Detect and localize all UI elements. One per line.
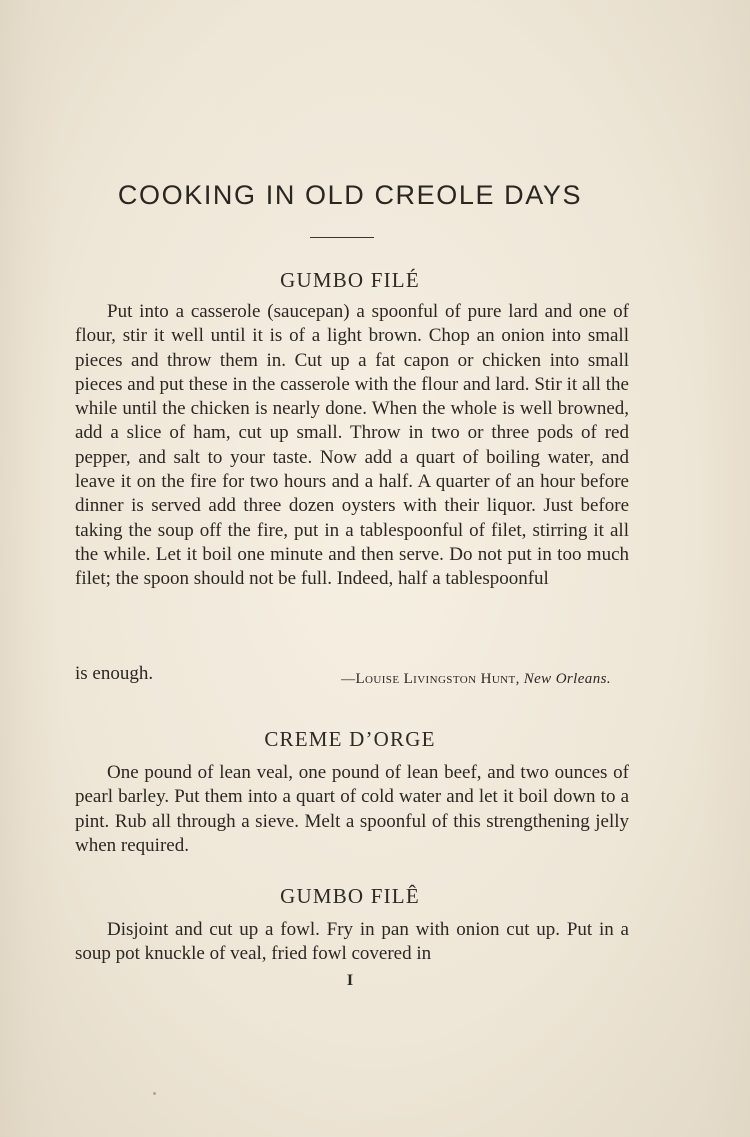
recipe-body-creme-dorge: One pound of lean veal, one pound of lean beef, and two ounces of pearl barley. Put them into a quart of cold water and let it boil down to a pint. Rub all through a sieve. Melt a spoonful of this strengthening jelly when required. <box>75 762 629 856</box>
attribution-place: New Orleans. <box>523 671 611 687</box>
recipe-body-gumbo-file-2: Disjoint and cut up a fowl. Fry in pan with onion cut up. Put in a soup pot knuckle of veal, fried fowl covered in <box>75 919 629 965</box>
recipe-heading-gumbo-file: GUMBO FILÉ <box>280 268 420 292</box>
recipe-attribution <box>341 671 611 688</box>
attribution-dash: — <box>341 672 356 687</box>
recipe-closing-text: is enough. <box>75 663 154 684</box>
recipe-body-gumbo-file: Put into a casserole (saucepan) a spoonful of pure lard and one of flour, stir it well until it is of a light brown. Chop an onion into small pieces and throw them in. Cut up a fat capon or chicken into small pieces and put these in the casserole with the flour and lard. Stir it all the while until the chicken is nearly done. When the whole is well browned, add a slice of ham, cut up small. Throw in two or three pods of red pepper, and salt to your taste. Now add a quart of boiling water, and leave it on the fire for two hours and a half. A quarter of an hour before dinner is served add three dozen oysters with their liquor. Just before taking the soup off the fire, put in a tablespoonful of filet, stirring it all the while. Let it boil one minute and then serve. Do not put in too much filet; the spoon should not be full. Indeed, half a tablespoonful <box>75 301 629 590</box>
paper-speck <box>153 1092 156 1095</box>
recipe-closing-row <box>75 663 629 689</box>
page-number: I <box>346 972 354 989</box>
recipe-heading-creme-dorge: CREME D’ORGE <box>264 727 436 751</box>
page-title: COOKING IN OLD CREOLE DAYS <box>117 180 583 210</box>
title-divider <box>310 237 374 238</box>
attribution-name: Louise Livingston Hunt, <box>355 671 520 687</box>
recipe-heading-gumbo-file-2: GUMBO FILÊ <box>280 884 420 908</box>
